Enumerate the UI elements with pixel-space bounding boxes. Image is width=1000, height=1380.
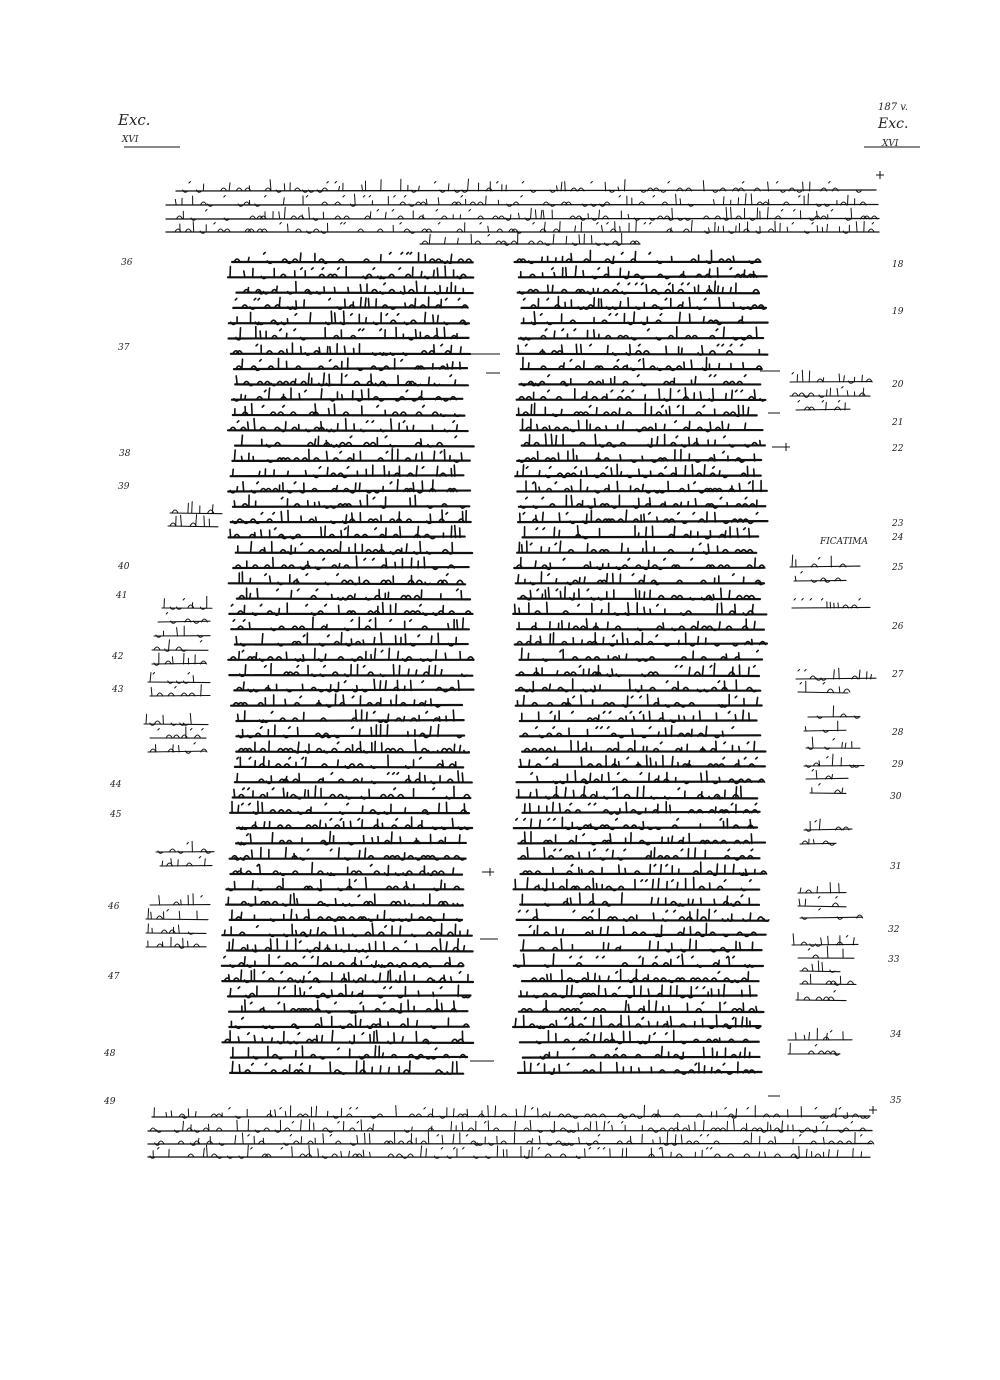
right-column-line xyxy=(518,510,767,523)
right-column-line xyxy=(523,1047,760,1059)
left-column-line xyxy=(233,495,469,508)
left-column-line xyxy=(230,1061,463,1074)
line-number-right: 21 xyxy=(892,418,904,428)
commentary-line-top xyxy=(420,233,640,245)
right-margin-note xyxy=(798,883,846,893)
left-column-line xyxy=(230,863,462,876)
right-column-line xyxy=(515,633,767,646)
right-column-line xyxy=(517,786,758,799)
line-number-right: 34 xyxy=(890,1030,902,1040)
commentary-line-top xyxy=(166,194,878,207)
right-column-line xyxy=(519,375,760,386)
right-column-line xyxy=(518,281,759,294)
folio-left-section: XVI xyxy=(122,135,139,145)
right-column-line xyxy=(516,695,762,707)
right-margin-note xyxy=(810,784,846,794)
folio-right-title: Exc. xyxy=(878,116,909,132)
line-number-right: 30 xyxy=(890,792,902,802)
folio-left-title: Exc. xyxy=(118,111,151,129)
right-column-line xyxy=(519,495,765,508)
left-column-line xyxy=(232,388,462,401)
line-number-left: 47 xyxy=(108,972,120,982)
right-margin-note xyxy=(804,754,864,767)
left-column-line xyxy=(228,266,473,279)
right-column-line xyxy=(515,250,761,263)
left-column-line xyxy=(231,1046,467,1059)
right-column-line xyxy=(520,1030,759,1043)
left-column-line xyxy=(229,572,465,585)
right-margin-note xyxy=(800,909,863,920)
line-number-right: 31 xyxy=(890,862,902,872)
left-column-line xyxy=(228,480,470,493)
cross-mark xyxy=(782,443,790,451)
left-column-line xyxy=(231,510,471,523)
left-column-line xyxy=(234,358,467,370)
line-number-left: 44 xyxy=(110,780,122,790)
commentary-line-top xyxy=(176,179,876,192)
commentary-line-bottom xyxy=(148,1132,874,1145)
right-column-line xyxy=(520,726,760,738)
right-column-line xyxy=(522,297,767,310)
right-column-line xyxy=(513,1015,760,1028)
left-column-line xyxy=(222,1031,473,1044)
left-column-line xyxy=(235,755,463,768)
left-column-line xyxy=(228,419,468,432)
right-column-line xyxy=(516,663,759,676)
line-number-left: 48 xyxy=(104,1049,116,1059)
line-number-left: 37 xyxy=(118,343,130,353)
left-column-line xyxy=(229,1000,467,1013)
right-margin-note xyxy=(794,572,846,583)
left-column-line xyxy=(231,617,469,630)
left-margin-note xyxy=(150,727,206,738)
left-column-line xyxy=(222,970,473,983)
cross-mark xyxy=(486,868,494,876)
left-column-line xyxy=(236,725,464,738)
line-number-right: 23 xyxy=(892,519,904,529)
left-column-line xyxy=(229,327,469,340)
left-column-line xyxy=(230,910,462,922)
line-number-right: 28 xyxy=(892,728,904,738)
left-column-line xyxy=(233,404,465,417)
right-column-line xyxy=(522,741,765,752)
line-number-right: 33 xyxy=(888,955,900,965)
right-column-line xyxy=(517,541,756,554)
left-margin-note xyxy=(160,857,212,867)
right-column-line xyxy=(517,771,765,784)
left-column-line xyxy=(236,710,463,722)
left-column-line xyxy=(235,771,472,784)
line-number-right: 24 xyxy=(892,533,904,543)
right-column-line xyxy=(517,909,769,921)
left-margin-note xyxy=(168,515,218,527)
right-margin-note xyxy=(798,946,854,958)
right-margin-note xyxy=(796,401,850,411)
right-column-line xyxy=(513,602,766,615)
left-column-line xyxy=(228,648,473,661)
line-number-right: 29 xyxy=(892,760,904,770)
right-column-line xyxy=(519,648,762,661)
line-number-left: 43 xyxy=(112,685,124,695)
right-margin-note xyxy=(790,387,870,398)
right-margin-note xyxy=(788,1028,852,1040)
line-number-left: 42 xyxy=(112,652,124,662)
right-column-line xyxy=(518,1062,761,1075)
line-number-right: 22 xyxy=(892,444,904,454)
right-margin-note xyxy=(806,737,860,749)
right-column-line xyxy=(518,587,760,600)
left-column-line xyxy=(235,633,468,646)
right-margin-note xyxy=(800,839,836,845)
right-column-line xyxy=(523,526,759,539)
left-column-line xyxy=(231,343,470,355)
line-number-left: 39 xyxy=(118,482,130,492)
right-margin-note xyxy=(796,668,876,680)
right-column-line xyxy=(517,449,761,462)
left-column-line xyxy=(222,955,464,967)
left-margin-note xyxy=(150,685,210,696)
left-margin-note xyxy=(144,713,208,725)
line-number-right: 25 xyxy=(892,563,904,573)
right-column-line xyxy=(517,388,766,401)
right-column-line xyxy=(519,1000,764,1012)
right-margin-note xyxy=(792,599,870,609)
left-column-line xyxy=(230,801,469,814)
left-margin-note xyxy=(146,937,206,948)
right-margin-note xyxy=(798,897,846,907)
line-number-left: 46 xyxy=(108,902,120,912)
right-column-line xyxy=(519,923,766,936)
left-column-line xyxy=(232,449,469,462)
commentary-line-bottom xyxy=(148,1145,870,1158)
syriac-script-lines xyxy=(144,179,879,1158)
right-column-line xyxy=(518,848,759,860)
left-margin-note xyxy=(150,894,210,905)
line-number-left: 40 xyxy=(118,562,130,572)
right-margin-note xyxy=(800,974,856,985)
left-margin-note xyxy=(148,673,210,684)
right-margin-note xyxy=(800,961,840,972)
left-column-line xyxy=(233,556,468,569)
commentary-line-bottom xyxy=(152,1105,870,1118)
left-column-line xyxy=(231,465,464,477)
left-margin-note xyxy=(152,640,208,651)
right-margin-note xyxy=(790,370,872,383)
right-column-line xyxy=(518,832,765,845)
left-column-line xyxy=(237,588,470,600)
right-margin-note xyxy=(796,991,846,1001)
commentary-line-bottom xyxy=(148,1119,872,1132)
right-column-line xyxy=(514,877,760,890)
left-column-line xyxy=(226,878,463,891)
left-column-line xyxy=(227,939,473,952)
line-number-left: 45 xyxy=(110,810,122,820)
left-margin-note xyxy=(154,626,210,637)
left-column-line xyxy=(229,526,465,539)
right-column-line xyxy=(520,710,757,722)
line-number-left: 38 xyxy=(119,449,131,459)
line-number-right: 35 xyxy=(890,1096,902,1106)
right-column-line xyxy=(517,480,767,493)
right-column-line xyxy=(520,419,762,432)
line-number-left: 36 xyxy=(121,258,133,268)
left-margin-note xyxy=(146,909,208,920)
left-column-line xyxy=(232,253,473,264)
right-column-line xyxy=(515,464,760,477)
left-column-line xyxy=(229,664,472,677)
commentary-line-top xyxy=(166,207,879,220)
left-column-line xyxy=(236,281,472,294)
left-column-line xyxy=(229,311,469,324)
right-margin-note xyxy=(804,721,846,732)
right-column-line xyxy=(516,572,764,585)
right-column-line xyxy=(516,679,761,692)
left-margin-note xyxy=(170,502,222,514)
left-column-line xyxy=(233,786,471,799)
folio-right-section: XVI xyxy=(882,139,899,149)
right-column-line xyxy=(514,954,763,967)
right-column-line xyxy=(519,755,765,767)
right-margin-note xyxy=(798,681,850,693)
line-number-right: 18 xyxy=(892,260,904,270)
right-column-line xyxy=(522,312,768,325)
left-column-line xyxy=(236,740,469,753)
left-column-line xyxy=(222,923,472,936)
line-number-right: 32 xyxy=(888,925,900,935)
left-column-line xyxy=(234,679,473,691)
cross-mark xyxy=(876,171,884,179)
right-column-line xyxy=(520,862,766,875)
line-number-left: 49 xyxy=(104,1097,116,1107)
right-column-line xyxy=(519,327,763,340)
cross-mark xyxy=(869,1106,877,1114)
left-margin-note xyxy=(156,841,214,853)
margin-note-label: FICATIMA xyxy=(820,537,868,547)
folio-right-number: 187 v. xyxy=(878,102,908,113)
left-margin-note xyxy=(146,924,206,934)
left-margin-note xyxy=(162,596,212,609)
right-column-line xyxy=(521,939,762,952)
left-column-line xyxy=(229,1015,469,1028)
left-margin-note xyxy=(152,653,207,665)
left-column-line xyxy=(237,817,472,829)
line-number-right: 27 xyxy=(892,670,904,680)
left-column-line xyxy=(226,894,463,906)
left-column-line xyxy=(235,435,474,447)
commentary-line-top xyxy=(166,220,879,233)
right-column-line xyxy=(517,619,764,631)
left-column-line xyxy=(236,832,466,845)
line-number-right: 20 xyxy=(892,380,904,390)
line-number-right: 26 xyxy=(892,622,904,632)
line-number-left: 41 xyxy=(116,591,128,601)
right-margin-note xyxy=(806,770,848,780)
left-column-line xyxy=(231,694,462,707)
line-number-right: 19 xyxy=(892,307,904,317)
left-margin-note xyxy=(158,613,210,624)
left-column-line xyxy=(229,603,472,616)
left-margin-note xyxy=(148,743,207,754)
left-column-line xyxy=(236,542,472,554)
right-column-line xyxy=(522,802,759,814)
right-column-line xyxy=(514,558,765,570)
right-column-line xyxy=(517,403,757,416)
right-column-line xyxy=(522,969,759,982)
right-margin-note xyxy=(792,934,858,947)
left-column-line xyxy=(228,985,471,998)
right-column-line xyxy=(519,266,767,278)
right-column-line xyxy=(520,893,759,906)
right-margin-note xyxy=(790,555,860,567)
right-margin-note xyxy=(808,706,860,718)
right-margin-note xyxy=(788,1043,840,1055)
right-column-line xyxy=(521,358,762,371)
right-column-line xyxy=(522,434,765,447)
right-margin-note xyxy=(804,819,852,831)
right-column-line xyxy=(519,985,757,998)
left-column-line xyxy=(235,373,468,386)
left-column-line xyxy=(230,848,466,860)
right-column-line xyxy=(514,817,757,829)
right-column-line xyxy=(517,344,768,355)
left-column-line xyxy=(233,297,468,309)
